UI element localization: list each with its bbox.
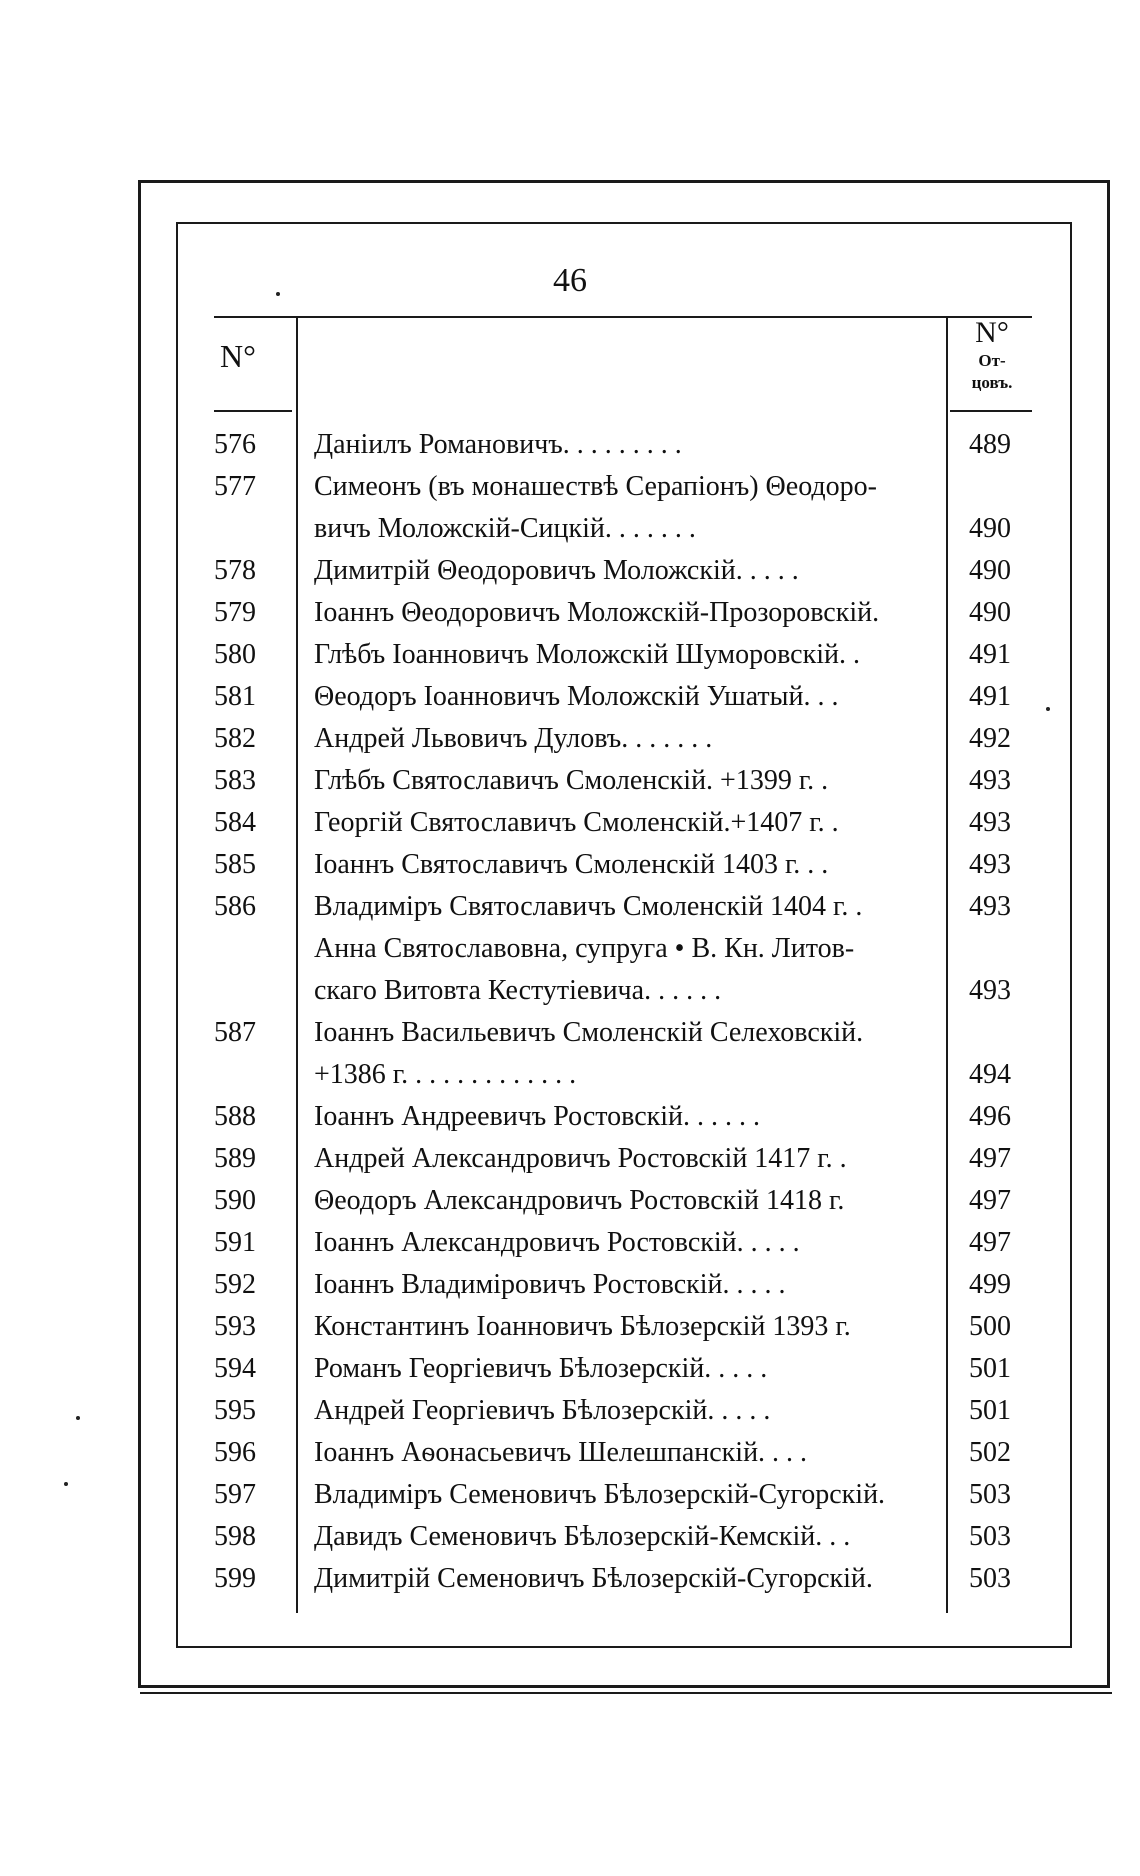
entry-number: 594 [214, 1353, 256, 1384]
entry-father-ref: 501 [969, 1395, 1011, 1426]
table-row [214, 1474, 1034, 1516]
table-row [214, 1306, 1034, 1348]
table-row [214, 718, 1034, 760]
entry-father-ref: 493 [969, 891, 1011, 922]
table-row [214, 1096, 1034, 1138]
entry-father-ref: 501 [969, 1353, 1011, 1384]
table-row [214, 1222, 1034, 1264]
entry-number: 581 [214, 681, 256, 712]
entry-number: 579 [214, 597, 256, 628]
entry-name: вичъ Моложскій-Сицкій. . . . . . . [314, 513, 696, 544]
entry-father-ref: 497 [969, 1143, 1011, 1174]
entry-father-ref: 490 [969, 597, 1011, 628]
entry-number: 587 [214, 1017, 256, 1048]
table-row [214, 1012, 1034, 1054]
entry-number: 588 [214, 1101, 256, 1132]
table-row [214, 1054, 1034, 1096]
entry-name: скаго Витовта Кестутіевича. . . . . . [314, 975, 722, 1006]
table-row [214, 634, 1034, 676]
entry-name: Іоаннъ Θеодоровичъ Моложскій-Прозоровскій. [314, 597, 880, 628]
entry-number: 585 [214, 849, 256, 880]
entry-number: 598 [214, 1521, 256, 1552]
table-row [214, 802, 1034, 844]
table-row [214, 886, 1034, 928]
table-row [214, 508, 1034, 550]
entry-number: 592 [214, 1269, 256, 1300]
entry-father-ref: 499 [969, 1269, 1011, 1300]
table-row [214, 550, 1034, 592]
entry-father-ref: 490 [969, 513, 1011, 544]
entry-father-ref: 491 [969, 639, 1011, 670]
entry-number: 586 [214, 891, 256, 922]
entry-number: 583 [214, 765, 256, 796]
table-row [214, 424, 1034, 466]
entry-number: 593 [214, 1311, 256, 1342]
entry-name: Θеодоръ Александровичъ Ростовскій 1418 г. [314, 1185, 845, 1216]
table-row [214, 928, 1034, 970]
entry-name: Іоаннъ Аѳонасьевичъ Шелешпанскій. . . . [314, 1437, 808, 1468]
entry-number: 577 [214, 471, 256, 502]
entry-father-ref: 500 [969, 1311, 1011, 1342]
entry-father-ref: 502 [969, 1437, 1011, 1468]
entry-name: Романъ Георгіевичъ Бѣлозерскій. . . . . [314, 1353, 768, 1384]
table-row [214, 1558, 1034, 1600]
entry-name: Θеодоръ Іоанновичъ Моложскій Ушатый. . . [314, 681, 839, 712]
entry-name: Глѣбъ Святославичъ Смоленскій. +1399 г. . [314, 765, 829, 796]
entry-name: Іоаннъ Святославичъ Смоленскій 1403 г. . . [314, 849, 829, 880]
entry-father-ref: 503 [969, 1521, 1011, 1552]
entry-father-ref: 503 [969, 1563, 1011, 1594]
table-row [214, 466, 1034, 508]
entry-name: Іоаннъ Васильевичъ Смоленскій Селеховскій. [314, 1017, 864, 1048]
entry-father-ref: 493 [969, 807, 1011, 838]
column-header-fathers-no: N° [975, 316, 1009, 349]
table-row [214, 1432, 1034, 1474]
entries-table [214, 424, 1034, 1600]
header-rule-mid [296, 316, 946, 318]
header-under-rule-left [214, 410, 292, 412]
entry-number: 582 [214, 723, 256, 754]
column-header-fathers-l2: цовъ. [971, 373, 1013, 392]
entry-father-ref: 493 [969, 849, 1011, 880]
entry-father-ref: 493 [969, 975, 1011, 1006]
header-rule-left [214, 316, 296, 318]
entry-number: 591 [214, 1227, 256, 1258]
entry-name: Димитрій Θеодоровичъ Моложскій. . . . . [314, 555, 799, 586]
table-row [214, 970, 1034, 1012]
entry-father-ref: 503 [969, 1479, 1011, 1510]
entry-name: Димитрій Семеновичъ Бѣлозерскій-Сугорскій. [314, 1563, 873, 1594]
entry-name: Глѣбъ Іоанновичъ Моложскій Шуморовскій. . [314, 639, 860, 670]
entry-father-ref: 496 [969, 1101, 1011, 1132]
entry-number: 595 [214, 1395, 256, 1426]
table-row [214, 760, 1034, 802]
entry-number: 590 [214, 1185, 256, 1216]
table-row [214, 592, 1034, 634]
margin-mark [276, 292, 280, 296]
header-under-rule-right [950, 410, 1032, 412]
entry-name: Константинъ Іоанновичъ Бѣлозерскій 1393 г. [314, 1311, 851, 1342]
entry-father-ref: 497 [969, 1185, 1011, 1216]
entry-number: 589 [214, 1143, 256, 1174]
entry-number: 597 [214, 1479, 256, 1510]
table-row [214, 1138, 1034, 1180]
column-header-number: N° [220, 338, 256, 374]
entry-number: 584 [214, 807, 256, 838]
margin-mark [1046, 707, 1050, 711]
entry-name: Давидъ Семеновичъ Бѣлозерскій-Кемскій. . . [314, 1521, 851, 1552]
entry-name: +1386 г. . . . . . . . . . . . . [314, 1059, 577, 1090]
entry-father-ref: 490 [969, 555, 1011, 586]
entry-number: 596 [214, 1437, 256, 1468]
entry-father-ref: 492 [969, 723, 1011, 754]
margin-mark [64, 1482, 68, 1486]
entry-father-ref: 494 [969, 1059, 1011, 1090]
entry-name: Анна Святославовна, супруга • В. Кн. Литов- [314, 933, 855, 964]
table-row [214, 676, 1034, 718]
entry-name: Даніилъ Романовичъ. . . . . . . . . [314, 429, 682, 460]
entry-name: Іоаннъ Александровичъ Ростовскій. . . . . [314, 1227, 800, 1258]
column-header-fathers [954, 316, 1030, 394]
entry-father-ref: 489 [969, 429, 1011, 460]
table-row [214, 844, 1034, 886]
entry-name: Андрей Александровичъ Ростовскій 1417 г. . [314, 1143, 847, 1174]
page-number: 46 [553, 262, 587, 299]
entry-father-ref: 493 [969, 765, 1011, 796]
table-row [214, 1390, 1034, 1432]
entry-number: 576 [214, 429, 256, 460]
entry-number: 599 [214, 1563, 256, 1594]
entry-name: Владиміръ Святославичъ Смоленскій 1404 г. . [314, 891, 863, 922]
table-row [214, 1264, 1034, 1306]
column-header-fathers-l1: От- [978, 351, 1006, 370]
table-row [214, 1180, 1034, 1222]
entry-number: 580 [214, 639, 256, 670]
entry-father-ref: 491 [969, 681, 1011, 712]
entry-name: Андрей Георгіевичъ Бѣлозерскій. . . . . [314, 1395, 771, 1426]
bottom-rule [140, 1692, 1112, 1694]
entry-number: 578 [214, 555, 256, 586]
entry-name: Георгій Святославичъ Смоленскій.+1407 г. . [314, 807, 839, 838]
margin-mark [76, 1416, 80, 1420]
entry-name: Андрей Львовичъ Дуловъ. . . . . . . [314, 723, 713, 754]
entry-name: Симеонъ (въ монашествѣ Серапіонъ) Θеодоро- [314, 471, 877, 502]
entry-name: Іоаннъ Андреевичъ Ростовскій. . . . . . [314, 1101, 760, 1132]
entry-name: Владиміръ Семеновичъ Бѣлозерскій-Сугорскій. [314, 1479, 886, 1510]
entry-name: Іоаннъ Владиміровичъ Ростовскій. . . . . [314, 1269, 786, 1300]
table-row [214, 1348, 1034, 1390]
entry-father-ref: 497 [969, 1227, 1011, 1258]
table-row [214, 1516, 1034, 1558]
